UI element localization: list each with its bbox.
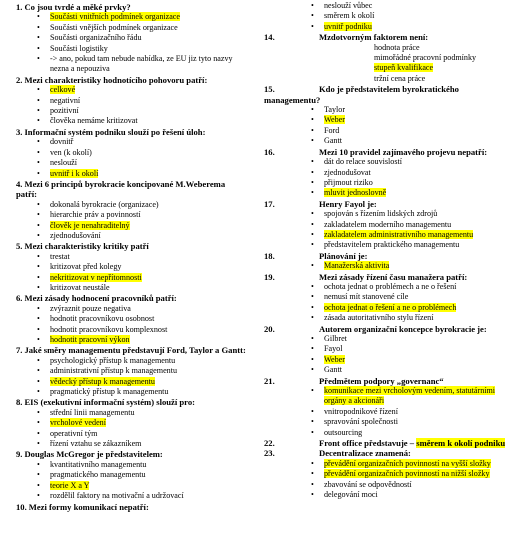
correct-answer: orgány a akcionáři [324, 396, 385, 406]
answer-option [324, 115, 522, 125]
answer-option [374, 74, 522, 84]
answer-text: rozdělil faktory na motivační a udržovací [50, 491, 184, 501]
answer-text: dovnitř [50, 137, 74, 147]
answer-option [324, 188, 522, 198]
correct-answer: mluvit jednoslovně [324, 188, 387, 198]
correct-answer: ochota jednat o řešení a ne o problémech [324, 302, 457, 312]
answer-text: psychologický přístup k managementu [50, 355, 176, 365]
answer-option [324, 230, 522, 240]
correct-answer: hodnotit pracovní výkon [50, 335, 130, 344]
answer-option [50, 470, 261, 480]
answer-option [324, 469, 522, 479]
question-heading [0, 179, 261, 200]
answer-text: kvantitativního managementu [50, 459, 147, 469]
answer-option [324, 313, 522, 323]
correct-answer: uvnitř podniku [324, 21, 372, 31]
answer-option [324, 11, 522, 21]
question-heading [0, 293, 261, 303]
answer-text: spojován s řízením lidských zdrojů [324, 209, 438, 219]
answer-text: Součásti organizačního řádu [50, 33, 142, 43]
question-title: Autorem organizační koncepce byrokracie je: [319, 323, 487, 334]
answer-option [50, 429, 261, 439]
question-heading [264, 272, 522, 282]
answer-list [50, 252, 261, 294]
correct-answer: celkové [50, 85, 76, 95]
answer-text: představitelem praktického managementu [324, 240, 460, 250]
answer-text: negativní [50, 95, 81, 105]
correct-answer: Manažerská aktivita [324, 261, 390, 271]
answer-option [50, 439, 261, 449]
question-title: Mezi charakteristiky hodnotícího pohovoru patří: [24, 74, 208, 85]
answer-option [324, 105, 522, 115]
answer-text: Gantt [324, 136, 342, 146]
answer-option [324, 157, 522, 167]
question-title: Kdo je představitelem byrokratického [319, 84, 459, 95]
answer-text: směrem k okolí [324, 11, 375, 21]
answer-text: přijmout riziko [324, 177, 373, 187]
question-title: Plánování je: [319, 250, 368, 261]
answer-list [324, 261, 522, 271]
answer-list [50, 85, 261, 127]
question-number: 9. [16, 449, 23, 460]
question-number: 8. [16, 397, 23, 408]
answer-text: dokonalá byrokracie (organizace) [50, 199, 159, 209]
question-heading [0, 397, 261, 407]
answer-text: Součásti logistiky [50, 43, 108, 53]
question-title: Mezi zásady řízení času manažera patří: [319, 271, 468, 282]
correct-answer: zakladatelem administrativního managementu [324, 229, 474, 239]
question-title: Mezi formy komunikací nepatří: [28, 501, 149, 512]
answer-option [50, 335, 261, 345]
question-number: 18. [264, 250, 275, 261]
question-heading [264, 376, 522, 386]
answer-option [324, 396, 522, 406]
answer-text: hierarchie práv a povinností [50, 210, 141, 220]
answer-list [324, 282, 522, 324]
answer-text: pozitivní [50, 106, 79, 116]
answer-text: operativní tým [50, 428, 98, 438]
answer-option [324, 220, 522, 230]
answer-option [324, 459, 522, 469]
answer-list [374, 43, 522, 85]
answer-option [374, 63, 522, 73]
answer-text: outsourcing [324, 427, 363, 437]
question-heading [0, 127, 261, 137]
answer-option [374, 53, 522, 63]
question-title: Front office představuje – [319, 438, 417, 449]
question-heading [0, 75, 261, 85]
answer-text: člověka nemáme kritizovat [50, 116, 138, 126]
correct-answer: člověk je nenahraditelný [50, 220, 130, 230]
correct-answer: komunikace mezi vrcholovým vedením, statutárními [324, 386, 496, 396]
answer-text: kritizovat před kolegy [50, 262, 122, 272]
answer-option [324, 428, 522, 438]
answer-option [50, 262, 261, 272]
question-heading [264, 324, 522, 334]
answer-option [324, 417, 522, 427]
answer-list [324, 386, 522, 438]
question-heading [0, 449, 261, 459]
answer-option [50, 221, 261, 231]
answer-text: dát do relace souvislostí [324, 157, 402, 167]
answer-option [50, 366, 261, 376]
answer-option [324, 282, 522, 292]
question-heading [264, 448, 522, 458]
left-column [0, 2, 261, 512]
answer-option [324, 386, 522, 396]
answer-text: Součásti vnějších podmínek organizace [50, 22, 178, 32]
correct-answer: Součásti vnitřních podmínek organizace [50, 12, 180, 22]
answer-option [50, 116, 261, 126]
answer-option [50, 387, 261, 397]
answer-text: zjednodušování [50, 230, 101, 240]
answer-option [324, 261, 522, 271]
question-heading [264, 84, 522, 105]
answer-option [50, 33, 261, 43]
answer-text: tržní cena práce [374, 73, 426, 83]
answer-text: neslouží vůbec [324, 1, 373, 10]
question-title: Decentralizace znamená: [319, 448, 411, 459]
question-title: Informační systém podniku slouží po řešení úloh: [24, 126, 206, 137]
answer-text: neslouží [50, 158, 77, 168]
question-number: 5. [16, 241, 23, 252]
question-number: 22. [264, 438, 275, 449]
answer-text: spravování společnosti [324, 417, 398, 427]
question-heading [264, 438, 522, 448]
question-title: Co jsou tvrdé a měké prvky? [24, 2, 131, 12]
answer-option [50, 481, 261, 491]
right-column [264, 1, 522, 501]
question-heading [264, 147, 522, 157]
question-title: Jaké směry managementu představují Ford, Taylor a Gantt: [24, 345, 246, 356]
answer-text: mimořádné pracovní podmínky [374, 53, 477, 63]
question-title: Henry Fayol je: [319, 198, 377, 209]
answer-text: zjednodušovat [324, 167, 371, 177]
answer-option [50, 85, 261, 95]
answer-text: zásada autoritativního stylu řízení [324, 313, 434, 323]
answer-option [50, 137, 261, 147]
answer-option [50, 169, 261, 179]
answer-option [324, 303, 522, 313]
answer-option [324, 168, 522, 178]
correct-answer: vědecký přístup k managementu [50, 376, 155, 386]
answer-option [324, 178, 522, 188]
answer-option [50, 54, 261, 64]
question-heading [264, 32, 522, 42]
answer-text: kritizovat neustále [50, 282, 110, 292]
answer-option [50, 200, 261, 210]
answer-list [50, 304, 261, 346]
answer-text: nezna a nepouziva [50, 64, 110, 74]
answer-list [50, 460, 261, 502]
answer-option [324, 22, 522, 32]
answer-option [50, 64, 261, 74]
question-number: 2. [16, 74, 23, 85]
question-number: 7. [16, 345, 23, 356]
answer-list [50, 12, 261, 74]
answer-option [324, 126, 522, 136]
correct-answer: vrcholové vedení [50, 418, 106, 428]
answer-option [50, 283, 261, 293]
answer-text: pragmatický přístup k managementu [50, 387, 169, 397]
correct-answer: stupeň kvalifikace [374, 63, 434, 73]
question-title: Mezi 10 pravidel zajímavého projevu nepatří: [319, 146, 488, 157]
answer-option [324, 292, 522, 302]
answer-text: Fayol [324, 344, 343, 354]
answer-option [324, 407, 522, 417]
question-number: 4. [16, 178, 23, 189]
answer-option [324, 365, 522, 375]
answer-text: řízení vztahu se zákazníkem [50, 439, 142, 449]
answer-option [50, 148, 261, 158]
answer-text: zvýraznit pouze negativa [50, 303, 131, 313]
answer-option [50, 314, 261, 324]
answer-option [324, 344, 522, 354]
question-number: 6. [16, 293, 23, 304]
answer-option [50, 418, 261, 428]
question-number: 3. [16, 126, 23, 137]
answer-text: ochota jednat o problémech a ne o řešení [324, 281, 457, 291]
answer-option [50, 210, 261, 220]
question-number: 10. [16, 501, 27, 512]
answer-option [50, 460, 261, 470]
correct-answer: teorie X a Y [50, 480, 90, 490]
answer-list [324, 157, 522, 199]
question-number: 23. [264, 448, 275, 459]
answer-option [50, 491, 261, 501]
answer-text: zakladatelem moderního managementu [324, 219, 452, 229]
answer-option [50, 231, 261, 241]
answer-option [324, 240, 522, 250]
question-number: 21. [264, 375, 275, 386]
question-heading [264, 251, 522, 261]
question-title: Mzdotvorným faktorem není: [319, 32, 429, 43]
answer-option [324, 209, 522, 219]
answer-text: delegování moci [324, 490, 378, 500]
question-title: Mezi charakteristiky kritiky patří [24, 241, 149, 252]
answer-list [50, 200, 261, 242]
question-heading [0, 2, 261, 12]
answer-option [50, 96, 261, 106]
answer-list [50, 137, 261, 179]
answer-text: hodnotit pracovníkovu komplexnost [50, 324, 168, 334]
question-number: 17. [264, 198, 275, 209]
question-number: 16. [264, 146, 275, 157]
answer-list [324, 1, 522, 32]
answer-list [324, 459, 522, 501]
question-number: 20. [264, 323, 275, 334]
answer-option [374, 43, 522, 53]
answer-option [50, 23, 261, 33]
answer-text: trestat [50, 251, 70, 261]
question-title: Mezi zásady hodnocení pracovníků patří: [24, 293, 177, 304]
answer-text: hodnotit pracovníkovu osobnost [50, 314, 155, 324]
answer-option [324, 490, 522, 500]
question-title: Douglas McGregor je představitelem: [24, 449, 163, 460]
answer-list [50, 408, 261, 450]
answer-option [50, 356, 261, 366]
correct-answer: převádění organizačních povinností na nižší složky [324, 469, 490, 479]
question-heading [0, 241, 261, 251]
answer-text: ven (k okolí) [50, 147, 92, 157]
correct-answer: nekritizovat v nepřítomnosti [50, 272, 142, 282]
answer-option [50, 377, 261, 387]
answer-option [324, 1, 522, 11]
question-title-answer: směrem k okolí podniku [416, 438, 506, 449]
question-heading [0, 345, 261, 355]
answer-option [324, 355, 522, 365]
answer-text: Ford [324, 125, 340, 135]
answer-text: hodnota práce [374, 42, 420, 52]
answer-text: -> ano, pokud tam nebude nabídka, ze EU jiz tyto nazvy [50, 54, 233, 64]
answer-option [50, 44, 261, 54]
answer-list [324, 334, 522, 376]
correct-answer: převádění organizačních povinností na vyšší složky [324, 458, 491, 468]
question-number: 19. [264, 271, 275, 282]
answer-text: střední linii managementu [50, 407, 135, 417]
answer-list [324, 209, 522, 251]
answer-list [324, 105, 522, 147]
question-title: Předmětem podpory „governanc“ [319, 375, 444, 386]
answer-option [324, 334, 522, 344]
answer-text: Gantt [324, 365, 342, 375]
correct-answer: Weber [324, 354, 345, 364]
answer-text: nemusí mít stanovené cíle [324, 292, 409, 302]
answer-option [50, 106, 261, 116]
answer-text: vnitropodnikové řízení [324, 406, 398, 416]
answer-option [50, 158, 261, 168]
answer-text: Gilbret [324, 334, 347, 343]
answer-text: zbavování se odpovědností [324, 479, 412, 489]
answer-option [50, 304, 261, 314]
question-title-continued: patří: [16, 189, 38, 200]
question-number: 14. [264, 32, 275, 43]
answer-option [324, 136, 522, 146]
correct-answer: uvnitř i k okolí [50, 168, 99, 178]
correct-answer: Weber [324, 115, 345, 125]
answer-option [50, 252, 261, 262]
answer-option [50, 408, 261, 418]
answer-option [50, 12, 261, 22]
question-title-continued: managementu? [264, 94, 321, 105]
answer-text: Taylor [324, 105, 346, 115]
question-number: 1. [16, 2, 23, 12]
answer-option [50, 325, 261, 335]
question-heading [0, 502, 261, 512]
answer-option [50, 273, 261, 283]
question-heading [264, 199, 522, 209]
question-number: 15. [264, 84, 275, 95]
answer-text: pragmatického managementu [50, 470, 146, 480]
question-title: EIS (exekutivní informační systém) slouží pro: [24, 397, 195, 408]
answer-option [324, 480, 522, 490]
answer-list [50, 356, 261, 398]
answer-text: administrativní přístup k managementu [50, 366, 178, 376]
question-title: Mezi 6 principů byrokracie koncipované M.Weberema [24, 178, 226, 189]
